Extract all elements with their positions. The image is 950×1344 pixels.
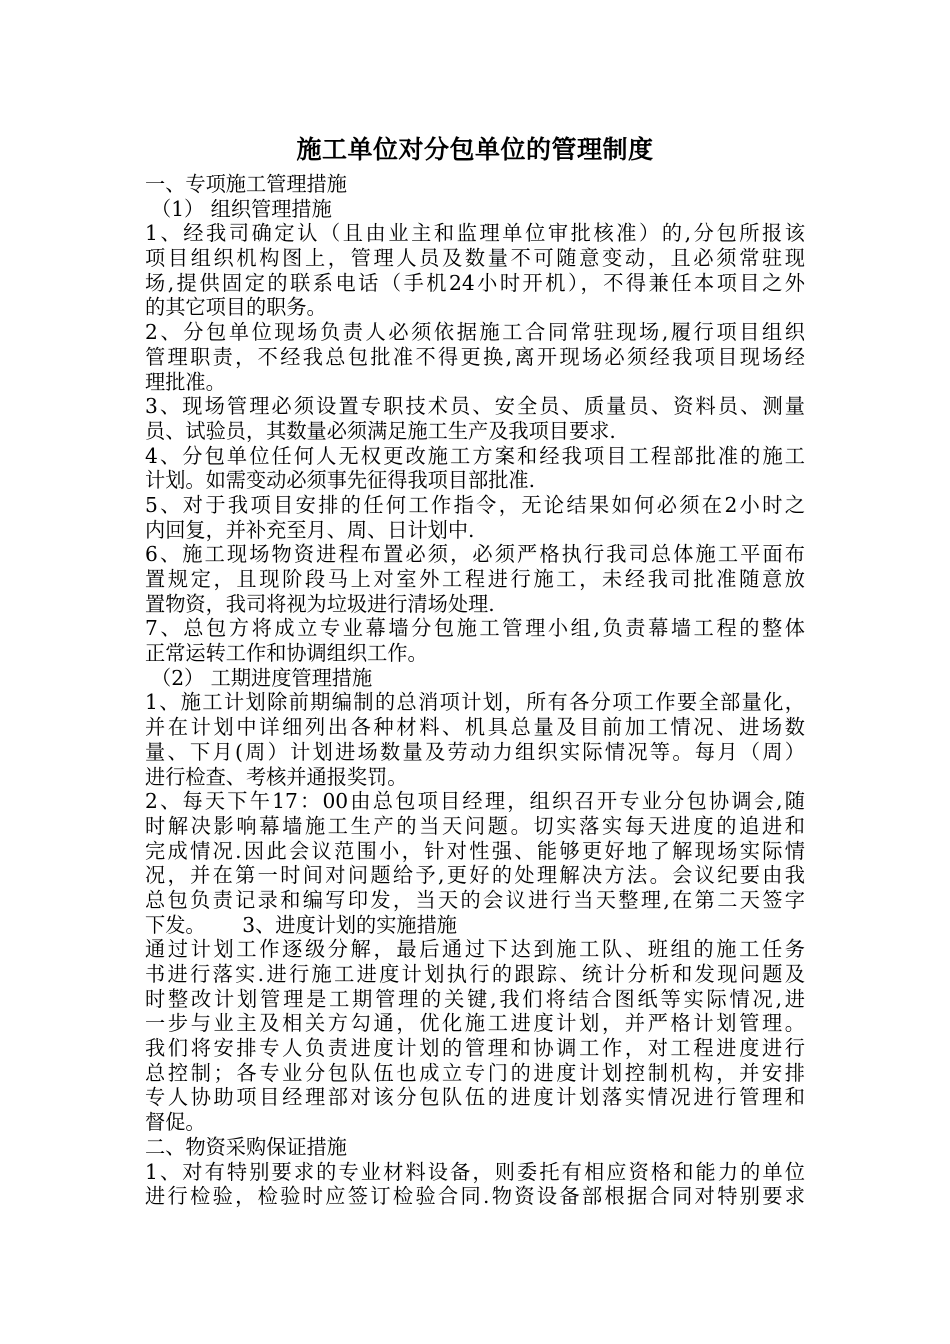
text-line: 量、下月(周）计划进场数量及劳动力组织实际情况等。每月（周） [145,739,805,764]
text-line: 况，并在第一时间对问题给予,更好的处理解决方法。会议纪要由我 [145,863,805,888]
text-line: （1） 组织管理措施 [151,196,332,221]
text-line: 专人协助项目经理部对该分包队伍的进度计划落实情况进行管理和 [145,1085,805,1110]
text-line: 项目组织机构图上，管理人员及数量不可随意变动，且必须常驻现 [145,246,805,271]
text-line: 6、施工现场物资进程布置必须，必须严格执行我司总体施工平面布 [145,542,805,567]
text-line: 正常运转工作和协调组织工作。 [145,641,428,666]
text-line: 完成情况.因此会议范围小，针对性强、能够更好地了解现场实际情 [145,838,805,863]
text-line: 督促。 [145,1110,206,1135]
text-line: 一步与业主及相关方勾通，优化施工进度计划，并严格计划管理。 [145,1011,805,1036]
text-line: 进行检验，检验时应签订检验合同.物资设备部根据合同对特别要求 [145,1184,805,1209]
text-line: 通过计划工作逐级分解，最后通过下达到施工队、班组的施工任务 [145,937,805,962]
text-line: 二、物资采购保证措施 [145,1134,347,1159]
text-line: 并在计划中详细列出各种材料、机具总量及目前加工情况、进场数 [145,715,805,740]
text-line: 1、经我司确定认（且由业主和监理单位审批核准）的,分包所报该 [145,221,805,246]
document-title: 施工单位对分包单位的管理制度 [296,135,654,164]
text-line: 时解决影响幕墙施工生产的当天问题。切实落实每天进度的追进和 [145,813,805,838]
text-line: 2、每天下午17：00由总包项目经理，组织召开专业分包协调会,随 [145,789,805,814]
text-line: 时整改计划管理是工期管理的关键,我们将结合图纸等实际情况,进 [145,986,805,1011]
text-line: 内回复，并补充至月、周、日计划中. [145,517,475,542]
text-line: 1、对有特别要求的专业材料设备，则委托有相应资格和能力的单位 [145,1159,805,1184]
text-line: 场,提供固定的联系电话（手机24小时开机），不得兼任本项目之外 [145,270,805,295]
text-line: 书进行落实.进行施工进度计划执行的跟踪、统计分析和发现问题及 [145,962,805,986]
text-line: 计划。如需变动必须事先征得我项目部批准. [145,468,535,493]
text-line: 置规定，且现阶段马上对室外工程进行施工，未经我司批准随意放 [145,567,805,591]
text-line: 3、现场管理必须设置专职技术员、安全员、质量员、资料员、测量 [145,394,805,419]
text-line: （2） 工期进度管理措施 [151,665,373,690]
text-line: 理批准。 [145,369,226,394]
text-line: 1、施工计划除前期编制的总消项计划，所有各分项工作要全部量化， [145,690,805,715]
text-line: 管理职责，不经我总包批准不得更换,离开现场必须经我项目现场经 [145,344,805,369]
text-line: 下发。 3、进度计划的实施措施 [145,912,457,937]
text-line: 4、分包单位任何人无权更改施工方案和经我项目工程部批准的施工 [145,443,805,468]
text-line: 的其它项目的职务。 [145,295,327,320]
text-line: 7、总包方将成立专业幕墙分包施工管理小组,负责幕墙工程的整体 [145,616,805,641]
text-line: 我们将安排专人负责进度计划的管理和协调工作，对工程进度进行 [145,1036,805,1061]
text-line: 进行检查、考核并通报奖罚。 [145,764,408,789]
text-line: 员、试验员，其数量必须满足施工生产及我项目要求. [145,418,616,443]
text-line: 2、分包单位现场负责人必须依据施工合同常驻现场,履行项目组织 [145,320,805,345]
text-line: 一、专项施工管理措施 [145,172,347,196]
text-line: 5、对于我项目安排的任何工作指令，无论结果如何必须在2小时之 [145,492,805,517]
text-line: 总控制；各专业分包队伍也成立专门的进度计划控制机构，并安排 [145,1060,805,1085]
document-body [145,172,805,1209]
text-line: 置物资，我司将视为垃圾进行清场处理. [145,591,495,616]
text-line: 总包负责记录和编写印发，当天的会议进行当天整理,在第二天签字 [145,887,805,912]
